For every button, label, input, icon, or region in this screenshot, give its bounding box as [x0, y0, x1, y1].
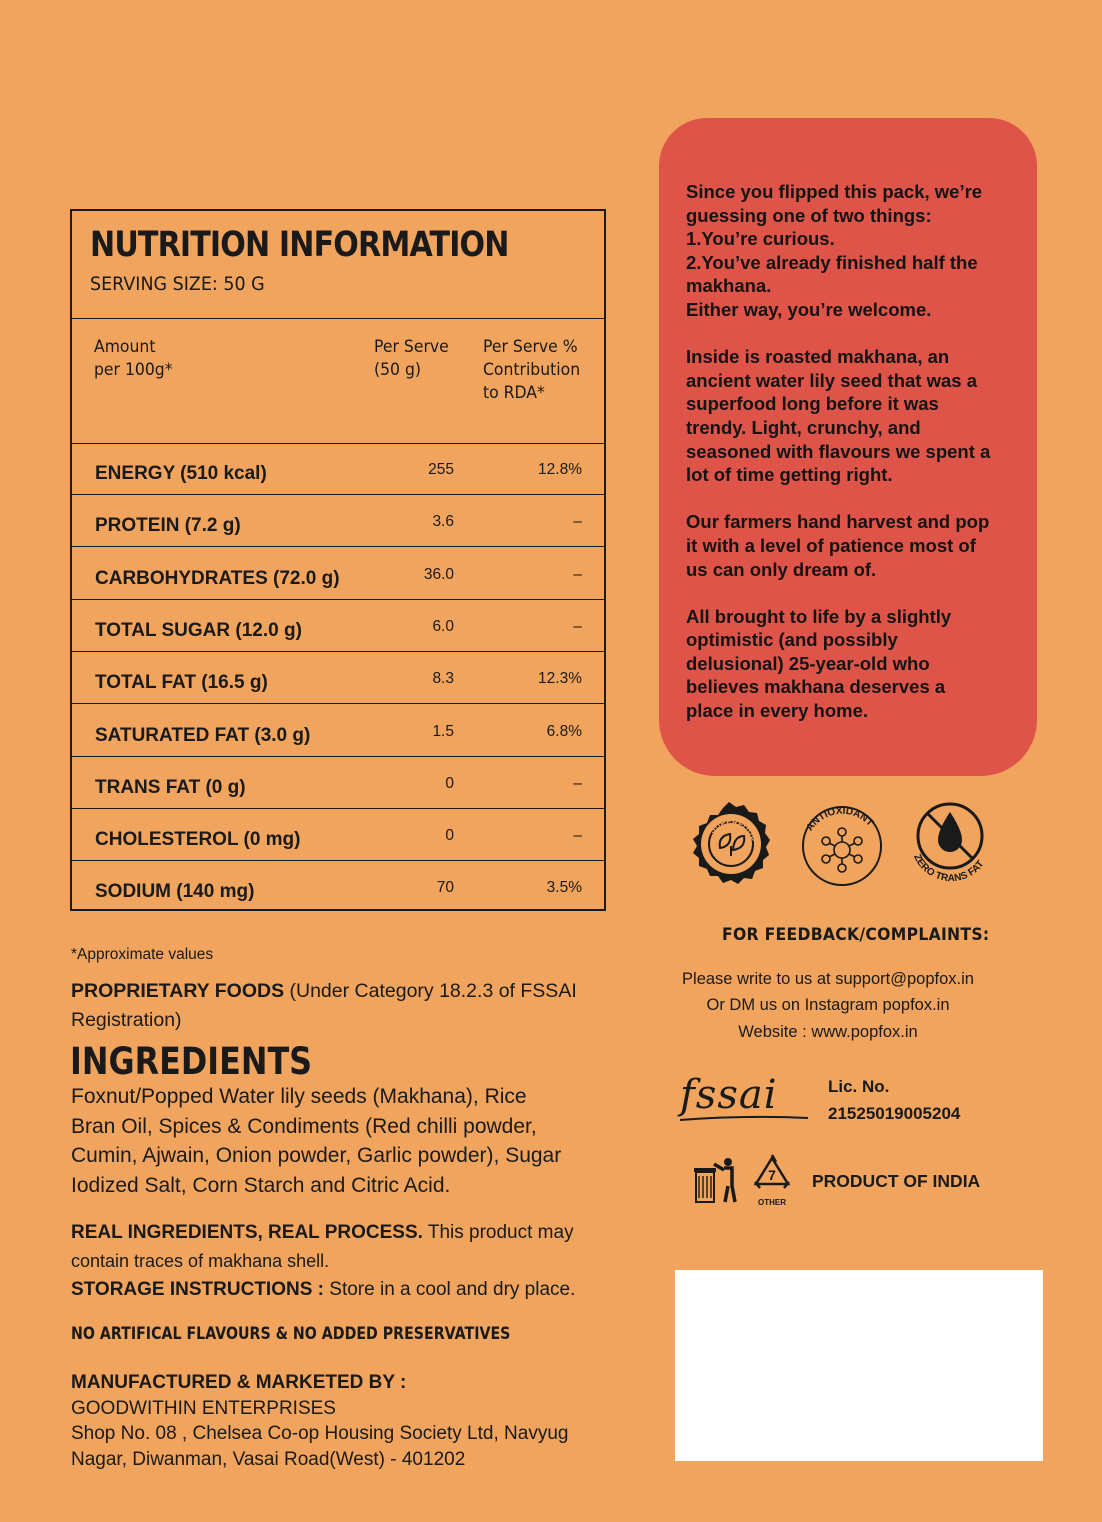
column-per-serve — [374, 336, 449, 382]
nutrient-rda: – — [573, 565, 582, 583]
nutrient-per-serve: 36.0 — [423, 565, 454, 583]
nutrient-label: CARBOHYDRATES (72.0 g) — [95, 567, 340, 589]
nutrient-label: TOTAL SUGAR (12.0 g) — [95, 619, 302, 641]
nutrition-row — [72, 809, 604, 861]
feedback-instagram: Or DM us on Instagram popfox.in — [706, 996, 950, 1014]
storage-instructions — [71, 1279, 575, 1301]
ingredients-title: INGREDIENTS — [70, 1040, 313, 1083]
storage-bold: STORAGE INSTRUCTIONS : — [71, 1279, 324, 1300]
story-text — [686, 180, 1031, 723]
story-line — [686, 581, 1031, 605]
column-rda — [483, 336, 580, 405]
nutrient-per-serve: 0 — [445, 774, 454, 792]
story-line: Either way, you’re welcome. — [686, 298, 932, 320]
nutrition-row — [72, 443, 604, 495]
antioxidant-molecule-icon — [803, 806, 881, 885]
nutrition-row — [72, 495, 604, 547]
badges-row — [680, 798, 1000, 892]
ingredients-line: Foxnut/Popped Water lily seeds (Makhana), Rice — [71, 1085, 527, 1108]
nutrition-title: NUTRITION INFORMATION — [90, 225, 509, 265]
zero-trans-fat-drop-icon — [911, 804, 990, 884]
column-amount-per-100g — [94, 336, 173, 382]
proprietary-rest: (Under Category 18.2.3 of FSSAI — [284, 980, 577, 1002]
no-artificial-flavours: NO ARTIFICAL FLAVOURS & NO ADDED PRESERVATIVES — [71, 1324, 511, 1343]
ingredients-text — [71, 1082, 611, 1200]
nutrient-rda: – — [573, 513, 582, 531]
story-line: delusional) 25-year-old who — [686, 652, 930, 674]
story-line: us can only dream of. — [686, 558, 877, 580]
nutrient-label: SATURATED FAT (3.0 g) — [95, 724, 311, 746]
nutrient-per-serve: 70 — [436, 879, 454, 897]
manufacturer-block — [71, 1370, 568, 1472]
story-line — [686, 487, 1031, 511]
serving-size: SERVING SIZE: 50 G — [90, 273, 265, 295]
column-header-line: Contribution — [483, 360, 581, 380]
nutrient-label: ENERGY (510 kcal) — [95, 463, 267, 484]
product-of-india: PRODUCT OF INDIA — [812, 1171, 981, 1191]
story-line: 1.You’re curious. — [686, 228, 835, 250]
proprietary-rest-2: Registration) — [71, 1009, 182, 1031]
superfood-label: SUPERFOOD — [707, 817, 760, 843]
nutrient-per-serve: 8.3 — [432, 670, 454, 688]
story-line: guessing one of two things: — [686, 204, 932, 226]
nutrition-row — [72, 600, 604, 652]
nutrition-row — [72, 705, 604, 757]
nutrition-header — [72, 211, 604, 319]
story-line: lot of time getting right. — [686, 464, 893, 486]
proprietary-bold: PROPRIETARY FOODS — [71, 980, 285, 1002]
story-line — [686, 322, 1031, 346]
nutrient-per-serve: 1.5 — [432, 722, 454, 740]
nutrient-per-serve: 3.6 — [432, 513, 454, 531]
story-line: All brought to life by a slightly — [686, 605, 952, 627]
nutrient-label: PROTEIN (7.2 g) — [95, 515, 241, 537]
proprietary-foods — [71, 977, 577, 1035]
recycle-7-icon — [755, 1155, 789, 1207]
nutrient-rda: – — [573, 617, 582, 635]
license-label: Lic. No. — [828, 1077, 890, 1096]
nutrition-row — [72, 861, 604, 913]
nutrient-per-serve: 0 — [445, 827, 454, 845]
column-header-line: (50 g) — [374, 360, 422, 380]
dispose-bin-icon — [694, 1158, 735, 1202]
nutrient-rda: – — [573, 774, 582, 792]
nutrition-row — [72, 652, 604, 704]
story-bubble — [659, 118, 1037, 776]
column-header-line: per 100g* — [94, 360, 173, 380]
approximate-note: *Approximate values — [71, 946, 214, 963]
ingredients-line: Bran Oil, Spices & Condiments (Red chilli powder, — [71, 1114, 537, 1138]
column-header-line: to RDA* — [483, 383, 545, 403]
superfood-leaf-icon — [693, 802, 770, 884]
manufacturer-name: GOODWITHIN ENTERPRISES — [71, 1397, 336, 1419]
story-line: Our farmers hand harvest and pop — [686, 511, 990, 533]
zero-trans-fat-label: ZERO TRANS FAT — [911, 852, 987, 885]
real-rest: This product may — [422, 1222, 574, 1243]
feedback-email: Please write to us at support@popfox.in — [682, 970, 974, 988]
manufacturer-address: Nagar, Diwanman, Vasai Road(West) - 401202 — [71, 1448, 466, 1470]
nutrition-row — [72, 757, 604, 809]
ingredients-line: Cumin, Ajwain, Onion powder, Garlic powder), Sugar — [71, 1144, 562, 1167]
story-line: 2.You’ve already finished half the — [686, 251, 978, 273]
column-header-line: Per Serve % — [483, 337, 578, 357]
feedback-website: Website : www.popfox.in — [738, 1023, 918, 1041]
nutrient-label: CHOLESTEROL (0 mg) — [95, 829, 301, 851]
nutrient-label: TOTAL FAT (16.5 g) — [95, 672, 268, 694]
nutrient-label: SODIUM (140 mg) — [95, 881, 255, 903]
nutrient-rda: 3.5% — [546, 879, 582, 897]
nutrient-per-serve: 255 — [428, 461, 454, 478]
nutrient-per-serve: 6.0 — [432, 617, 454, 635]
fssai-logo: fssai — [680, 1072, 778, 1118]
story-line: superfood long before it was — [686, 393, 939, 415]
recycle-code: 7 — [768, 1167, 776, 1183]
feedback-heading: FOR FEEDBACK/COMPLAINTS: — [722, 925, 990, 945]
nutrition-row — [72, 548, 604, 600]
nutrient-rda: – — [573, 827, 582, 845]
nutrient-rda: 12.3% — [538, 670, 582, 688]
story-line: trendy. Light, crunchy, and — [686, 416, 921, 438]
license-number: 21525019005204 — [828, 1104, 961, 1123]
nutrient-rda: 6.8% — [546, 722, 582, 740]
disposal-recycle-icons — [692, 1152, 800, 1208]
story-line: place in every home. — [686, 700, 869, 722]
story-line: seasoned with flavours we spent a — [686, 440, 991, 462]
nutrition-table — [70, 209, 606, 911]
ingredients-line: Iodized Salt, Corn Starch and Citric Acid. — [71, 1173, 451, 1197]
story-line: optimistic (and possibly — [686, 629, 898, 651]
story-line: Since you flipped this pack, we’re — [686, 181, 983, 202]
story-line: ancient water lily seed that was a — [686, 369, 977, 391]
real-bold: REAL INGREDIENTS, REAL PROCESS. — [71, 1222, 423, 1243]
real-rest-2: contain traces of makhana shell. — [71, 1251, 330, 1271]
story-line: Inside is roasted makhana, an — [686, 346, 950, 368]
column-header-line: Per Serve — [374, 337, 449, 357]
manufacturer-address: Shop No. 08 , Chelsea Co-op Housing Society Ltd, Navyug — [71, 1423, 569, 1444]
story-line: believes makhana deserves a — [686, 676, 946, 698]
column-header-line: Amount — [94, 337, 156, 357]
real-ingredients — [71, 1218, 574, 1276]
fssai-underline — [678, 1112, 810, 1124]
nutrient-rda: 12.8% — [538, 461, 582, 478]
recycle-label: OTHER — [758, 1198, 786, 1207]
antioxidant-label: ANTIOXIDANT — [804, 805, 876, 834]
blank-label-area — [675, 1270, 1043, 1461]
manufacturer-heading: MANUFACTURED & MARKETED BY : — [71, 1372, 407, 1393]
story-line: makhana. — [686, 275, 772, 297]
nutrient-label: TRANS FAT (0 g) — [95, 776, 246, 798]
nutrition-column-headers — [72, 318, 604, 444]
storage-rest: Store in a cool and dry place. — [324, 1279, 576, 1300]
story-line: it with a level of patience most of — [686, 534, 976, 556]
